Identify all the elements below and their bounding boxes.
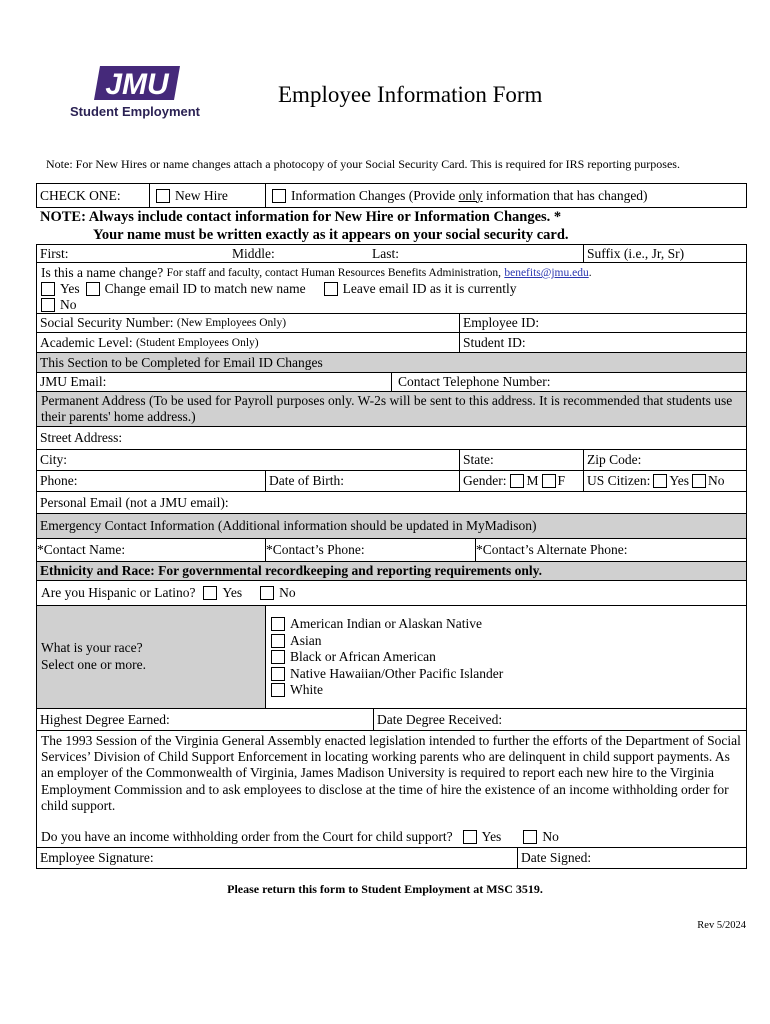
highest-degree-label: Highest Degree Earned: xyxy=(40,711,170,727)
employee-signature-label: Employee Signature: xyxy=(40,850,154,865)
new-hire-label: New Hire xyxy=(175,187,228,203)
contact-alt-phone-label: *Contact’s Alternate Phone: xyxy=(476,542,628,557)
jmu-logo-text: JMU xyxy=(105,68,169,101)
emergency-contact-header xyxy=(36,513,747,539)
race-white-checkbox[interactable] xyxy=(271,683,285,697)
jmu-logo-mark xyxy=(92,64,182,102)
street-row xyxy=(36,426,747,450)
city-label: City: xyxy=(40,452,68,467)
contact-phone-field[interactable] xyxy=(265,539,475,561)
benefits-email-link[interactable]: benefits@jmu.edu xyxy=(504,267,589,279)
race-question-cell xyxy=(37,606,266,708)
info-changes-label-post: information that has changed) xyxy=(482,187,648,203)
personal-email-row xyxy=(36,491,747,514)
hispanic-no-checkbox[interactable] xyxy=(260,586,274,600)
contact-telephone-label: Contact Telephone Number: xyxy=(398,374,551,389)
us-citizen-label: US Citizen: xyxy=(587,473,651,488)
withholding-no-checkbox[interactable] xyxy=(523,830,537,844)
name-change-yes-label: Yes xyxy=(60,281,80,296)
withholding-row xyxy=(41,829,559,845)
contact-row xyxy=(36,538,747,562)
name-row xyxy=(36,244,747,263)
employee-signature-field[interactable] xyxy=(37,848,517,868)
degree-date-label: Date Degree Received: xyxy=(377,711,503,727)
street-address-label: Street Address: xyxy=(40,430,123,445)
new-hire-checkbox[interactable] xyxy=(156,189,170,203)
gender-m-checkbox[interactable] xyxy=(510,474,524,488)
jmu-email-row xyxy=(36,372,747,392)
leave-email-label: Leave email ID as it is currently xyxy=(342,281,517,296)
ssn-note: Note: For New Hires or name changes attach a photocopy of your Social Security Card. This is required for IRS reporting purposes. xyxy=(46,157,680,171)
street-address-field[interactable] xyxy=(37,427,746,449)
email-section-header xyxy=(36,352,747,373)
us-citizen-field xyxy=(583,471,746,491)
suffix-field[interactable] xyxy=(583,245,746,262)
permanent-address-header xyxy=(36,391,747,427)
permanent-address-text: Permanent Address (To be used for Payroll purposes only. W-2s will be sent to this address. It is recommended that students use their parents' home address.) xyxy=(41,393,733,424)
race-option-label: White xyxy=(290,682,323,698)
jmu-email-label: JMU Email: xyxy=(40,374,107,389)
info-changes-checkbox[interactable] xyxy=(272,189,286,203)
phone-field[interactable] xyxy=(37,471,265,491)
employee-id-label: Employee ID: xyxy=(463,315,540,330)
race-option-asian[interactable] xyxy=(271,633,503,650)
race-option-label: Black or African American xyxy=(290,649,436,665)
ssn-field[interactable] xyxy=(37,314,459,332)
race-pacific-islander-checkbox[interactable] xyxy=(271,667,285,681)
degree-row xyxy=(36,708,747,731)
state-field[interactable] xyxy=(459,450,583,470)
contact-name-label: *Contact Name: xyxy=(37,542,126,557)
middle-name-label: Middle: xyxy=(232,245,275,261)
zip-code-field[interactable] xyxy=(583,450,746,470)
change-email-label: Change email ID to match new name xyxy=(104,281,306,296)
notice-line-2: Your name must be written exactly as it appears on your social security card. xyxy=(93,227,569,243)
first-name-field[interactable] xyxy=(37,245,229,262)
name-change-no-label: No xyxy=(60,297,77,312)
contact-name-field[interactable] xyxy=(37,539,265,561)
race-row xyxy=(36,605,747,709)
contact-telephone-field[interactable] xyxy=(391,373,746,391)
name-change-hint: For staff and faculty, contact Human Resources Benefits Administration, xyxy=(166,267,501,279)
race-option-label: Asian xyxy=(290,632,322,648)
personal-email-label: Personal Email (not a JMU email): xyxy=(40,494,229,510)
academic-level-label: Academic Level: xyxy=(40,334,133,350)
gender-field xyxy=(459,471,583,491)
name-change-no-checkbox[interactable] xyxy=(41,298,55,312)
race-question-line-2: Select one or more. xyxy=(41,657,146,672)
contact-alt-phone-field[interactable] xyxy=(475,539,746,561)
child-support-paragraph: The 1993 Session of the Virginia General Assembly enacted legislation intended to further the efforts of the Department of Social Services’ Division of Child Support Enforcement in locating working parents who are delinquent in child support payments. As an employer of the Commonwealth of Virginia, James Madison University is required to report each new hire to the Virginia Employment Commission and to ask employees to disclose at the time of hire the existence of an income withholding order for child support. xyxy=(41,733,741,813)
ssn-label: Social Security Number: xyxy=(40,315,174,330)
jmu-logo xyxy=(68,64,218,124)
race-options xyxy=(271,616,503,699)
academic-level-field[interactable] xyxy=(37,333,459,352)
academic-level-hint: (Student Employees Only) xyxy=(135,336,259,349)
middle-name-field[interactable] xyxy=(229,245,369,262)
hispanic-row xyxy=(36,580,747,606)
hispanic-no-label: No xyxy=(279,585,296,600)
student-id-field[interactable] xyxy=(459,333,746,352)
info-changes-option[interactable] xyxy=(265,184,746,207)
hispanic-yes-checkbox[interactable] xyxy=(203,586,217,600)
email-section-title: This Section to be Completed for Email ID Changes xyxy=(40,354,323,370)
form-title: Employee Information Form xyxy=(278,82,543,107)
phone-label: Phone: xyxy=(40,473,78,488)
gender-f-checkbox[interactable] xyxy=(542,474,556,488)
gender-f-label: F xyxy=(557,473,566,488)
race-option-black[interactable] xyxy=(271,649,503,666)
race-asian-checkbox[interactable] xyxy=(271,634,285,648)
student-id-label: Student ID: xyxy=(463,334,526,350)
us-citizen-no-checkbox[interactable] xyxy=(692,474,706,488)
info-changes-label-pre: Information Changes (Provide xyxy=(291,187,459,203)
contact-phone-label: *Contact’s Phone: xyxy=(266,542,365,557)
last-name-label: Last: xyxy=(372,245,399,261)
name-change-yes-checkbox[interactable] xyxy=(41,282,55,296)
revision-label: Rev 5/2024 xyxy=(697,920,746,931)
ethnicity-header xyxy=(36,561,747,581)
city-row xyxy=(36,449,747,471)
check-one-row xyxy=(36,183,747,208)
us-citizen-no-label: No xyxy=(708,473,725,488)
us-citizen-yes-checkbox[interactable] xyxy=(653,474,667,488)
leave-email-checkbox[interactable] xyxy=(324,282,338,296)
date-signed-label: Date Signed: xyxy=(521,850,592,865)
ssn-hint: (New Employees Only) xyxy=(176,317,287,329)
race-option-american-indian[interactable] xyxy=(271,616,503,633)
gender-label: Gender: xyxy=(463,473,507,488)
withholding-yes-label: Yes xyxy=(481,829,502,844)
change-email-checkbox[interactable] xyxy=(86,282,100,296)
race-question-line-1: What is your race? xyxy=(41,640,143,655)
academic-row xyxy=(36,332,747,353)
ssn-row xyxy=(36,313,747,333)
suffix-label: Suffix (i.e., Jr, Sr) xyxy=(587,245,685,261)
name-change-period: . xyxy=(588,267,592,279)
last-name-field[interactable] xyxy=(369,245,583,262)
hispanic-yes-label: Yes xyxy=(222,585,243,600)
hispanic-question: Are you Hispanic or Latino? xyxy=(41,585,196,600)
city-field[interactable] xyxy=(37,450,459,470)
check-one-label: CHECK ONE: xyxy=(40,187,121,203)
emergency-contact-title: Emergency Contact Information (Additional information should be updated in MyMadison) xyxy=(40,518,537,533)
name-change-block xyxy=(36,262,747,314)
phone-row xyxy=(36,470,747,492)
highest-degree-field[interactable] xyxy=(37,709,373,730)
return-instructions: Please return this form to Student Employment at MSC 3519. xyxy=(227,882,543,896)
race-option-pacific-islander[interactable] xyxy=(271,666,503,683)
race-black-checkbox[interactable] xyxy=(271,650,285,664)
date-signed-field[interactable] xyxy=(517,848,746,868)
state-label: State: xyxy=(463,452,494,467)
ethnicity-title: Ethnicity and Race: For governmental recordkeeping and reporting requirements only. xyxy=(40,563,542,578)
race-option-white[interactable] xyxy=(271,682,503,699)
withholding-no-label: No xyxy=(542,829,559,844)
withholding-yes-checkbox[interactable] xyxy=(463,830,477,844)
jmu-email-field[interactable] xyxy=(37,373,391,391)
new-hire-option[interactable] xyxy=(149,184,265,207)
name-change-question: Is this a name change? xyxy=(41,265,164,280)
first-name-label: First: xyxy=(40,245,69,261)
us-citizen-yes-label: Yes xyxy=(669,473,690,488)
race-option-label: Native Hawaiian/Other Pacific Islander xyxy=(290,665,504,681)
date-of-birth-field[interactable] xyxy=(265,471,459,491)
notice-line-1: NOTE: Always include contact information for New Hire or Information Changes. * xyxy=(40,209,562,225)
date-of-birth-label: Date of Birth: xyxy=(269,473,344,488)
employee-id-field[interactable] xyxy=(459,314,746,332)
degree-date-field[interactable] xyxy=(373,709,746,730)
logo-subtitle: Student Employment xyxy=(70,104,201,119)
gender-m-label: M xyxy=(526,473,539,488)
personal-email-field[interactable] xyxy=(37,492,746,513)
signature-row xyxy=(36,847,747,869)
race-american-indian-checkbox[interactable] xyxy=(271,617,285,631)
zip-code-label: Zip Code: xyxy=(587,452,642,467)
info-changes-label-only: only xyxy=(458,187,483,203)
race-option-label: American Indian or Alaskan Native xyxy=(290,616,482,632)
withholding-question: Do you have an income withholding order from the Court for child support? xyxy=(41,829,453,844)
